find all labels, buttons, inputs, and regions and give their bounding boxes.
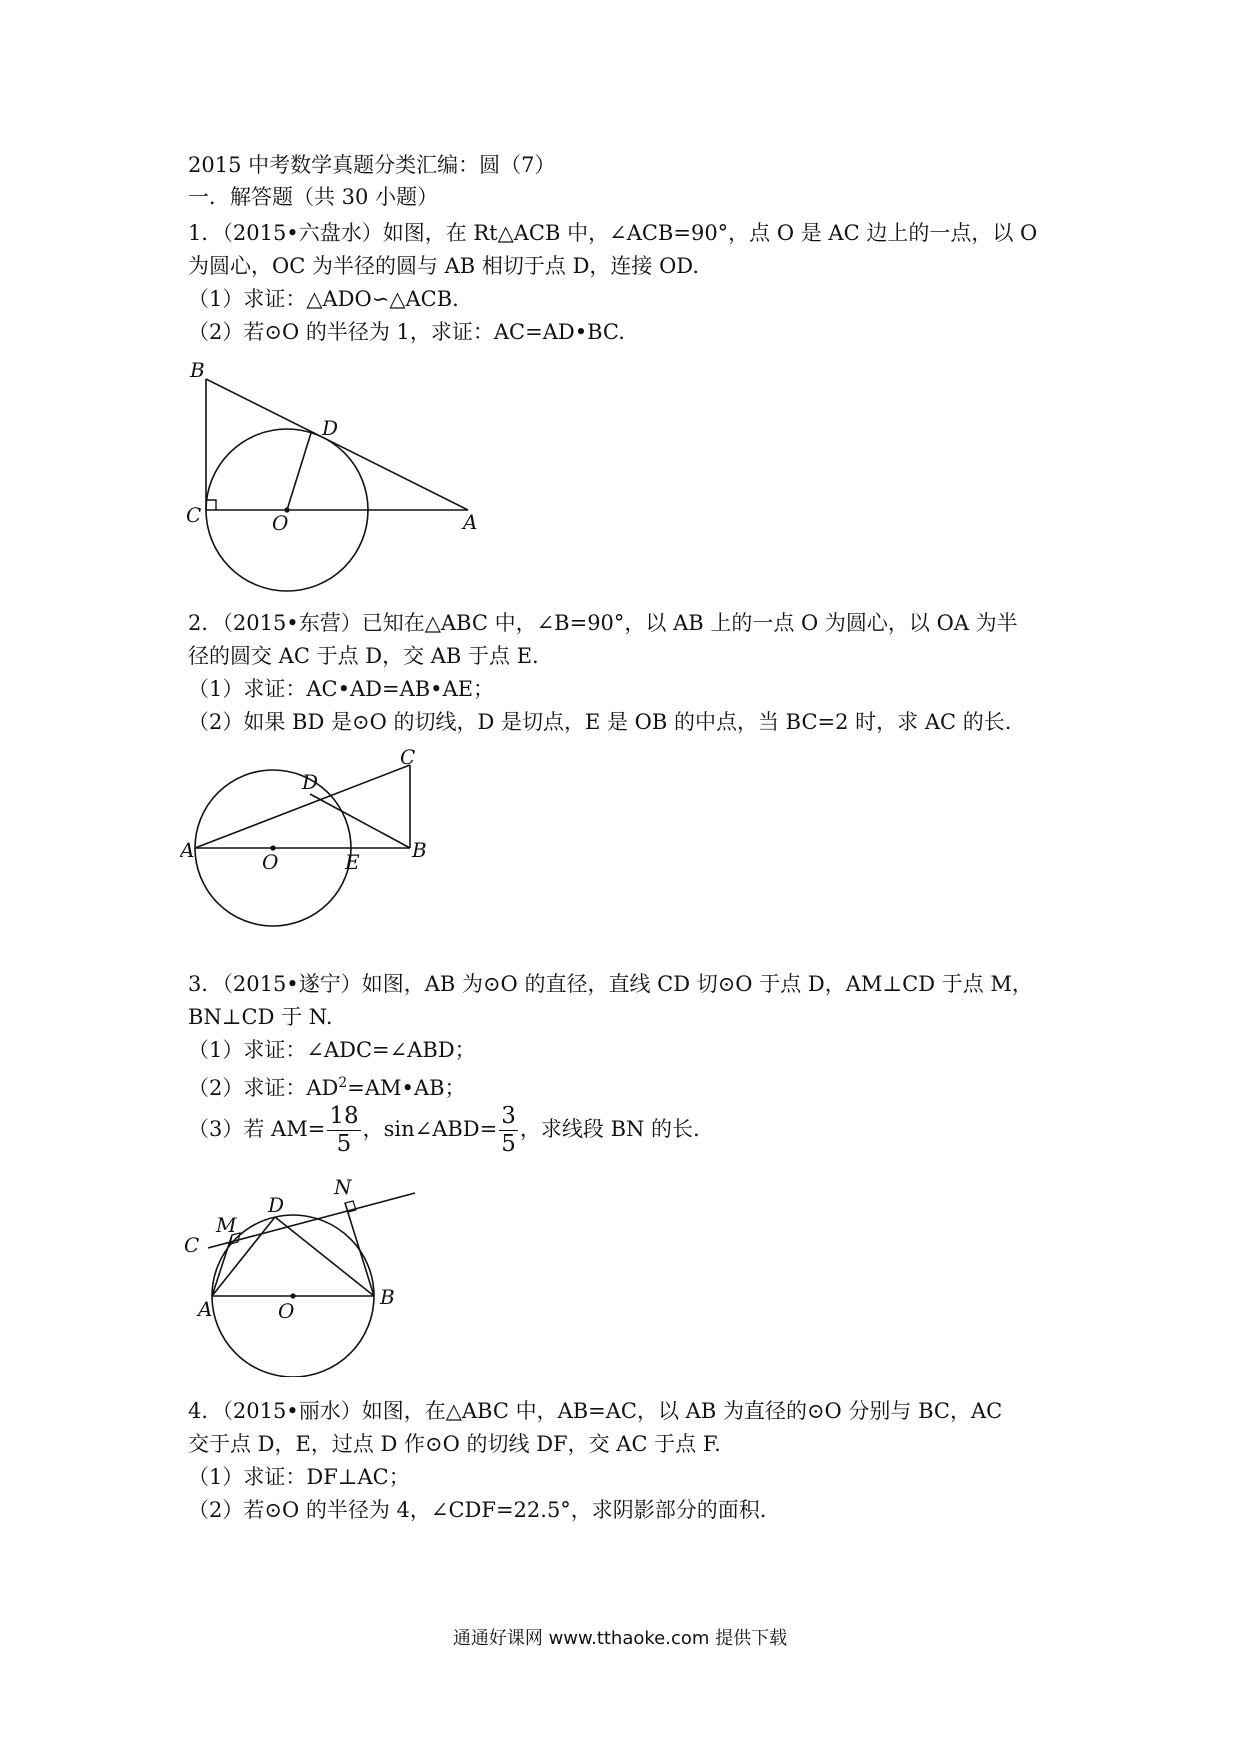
page-footer: 通通好课网 www.tthaoke.com 提供下载 — [452, 1628, 788, 1649]
figure-1-label-a: A — [463, 510, 478, 534]
figure-2-label-b: B — [412, 838, 427, 862]
fraction-am — [327, 1105, 360, 1156]
figure-2-label-e: E — [345, 850, 360, 874]
figure-3 — [180, 1172, 440, 1377]
problem-3-line-4-suffix: =AM•AB； — [347, 1076, 466, 1100]
fraction-am-denominator: 5 — [336, 1131, 352, 1157]
figure-3-label-a: A — [198, 1297, 213, 1321]
problem-3-line-5-part-1: （3）若 AM= — [188, 1117, 326, 1141]
problem-3-line-4-prefix: （2）求证：AD — [188, 1076, 339, 1100]
figure-1 — [180, 355, 500, 600]
problem-3-line-1: 3．（2015•遂宁）如图，AB 为⊙O 的直径，直线 CD 切⊙O 于点 D，AM⊥CD 于点 M， — [188, 972, 1033, 996]
figure-2-label-d: D — [302, 770, 319, 794]
figure-1-label-d: D — [322, 416, 339, 440]
figure-3-label-n: N — [334, 1175, 352, 1199]
problem-1-line-3: （1）求证：△ADO∽△ACB. — [188, 287, 459, 311]
figure-3-label-c: C — [184, 1233, 200, 1257]
problem-2-line-1: 2．（2015•东营）已知在△ABC 中，∠B=90°，以 AB 上的一点 O 为圆心，以 OA 为半 — [188, 611, 1018, 635]
figure-3-label-m: M — [216, 1213, 237, 1237]
problem-3-line-3: （1）求证：∠ADC=∠ABD； — [188, 1038, 476, 1062]
figure-3-label-b: B — [380, 1285, 395, 1309]
figure-2 — [180, 745, 440, 960]
fraction-sin-numerator: 3 — [501, 1103, 516, 1129]
fraction-sin-denominator: 5 — [501, 1131, 516, 1157]
figure-1-label-c: C — [186, 503, 202, 527]
problem-3-line-5-part-2: ，sin∠ABD= — [362, 1117, 498, 1141]
figure-3-label-d: D — [268, 1193, 285, 1217]
section-heading: 一．解答题（共 30 小题） — [188, 185, 439, 209]
figure-2-label-a: A — [180, 838, 195, 862]
problem-1-line-4: （2）若⊙O 的半径为 1，求证：AC=AD•BC. — [188, 320, 625, 344]
problem-3-line-2: BN⊥CD 于 N. — [188, 1005, 333, 1029]
figure-3-label-o: O — [278, 1299, 295, 1323]
fraction-am-numerator: 18 — [329, 1103, 359, 1129]
problem-3-line-4-superscript: 2 — [338, 1075, 348, 1091]
figure-2-label-c: C — [400, 745, 416, 769]
problem-3-line-5 — [188, 1100, 700, 1158]
problem-4-line-4: （2）若⊙O 的半径为 4，∠CDF=22.5°，求阴影部分的面积. — [188, 1498, 767, 1522]
figure-1-label-b: B — [190, 358, 205, 382]
problem-4-line-3: （1）求证：DF⊥AC； — [188, 1465, 410, 1489]
problem-2-line-3: （1）求证：AC•AD=AB•AE； — [188, 677, 495, 701]
problem-2-line-4: （2）如果 BD 是⊙O 的切线，D 是切点，E 是 OB 的中点，当 BC=2 时，求 AC 的长. — [188, 710, 1012, 734]
page-title: 2015 中考数学真题分类汇编：圆（7） — [188, 153, 556, 177]
fraction-sin — [499, 1105, 518, 1156]
figure-2-label-o: O — [262, 850, 279, 874]
problem-2-line-2: 径的圆交 AC 于点 D，交 AB 于点 E. — [188, 644, 539, 668]
problem-1-line-2: 为圆心，OC 为半径的圆与 AB 相切于点 D，连接 OD. — [188, 254, 700, 278]
problem-1-line-1: 1．（2015•六盘水）如图，在 Rt△ACB 中，∠ACB=90°，点 O 是 AC 边上的一点，以 O — [188, 221, 1038, 245]
figure-1-label-o: O — [272, 511, 289, 535]
problem-4-line-1: 4．（2015•丽水）如图，在△ABC 中，AB=AC，以 AB 为直径的⊙O 分别与 BC，AC — [188, 1399, 1003, 1423]
problem-3-line-5-part-3: ，求线段 BN 的长. — [519, 1117, 700, 1141]
problem-4-line-2: 交于点 D，E，过点 D 作⊙O 的切线 DF，交 AC 于点 F. — [188, 1432, 721, 1456]
problem-3-line-4 — [188, 1069, 466, 1102]
